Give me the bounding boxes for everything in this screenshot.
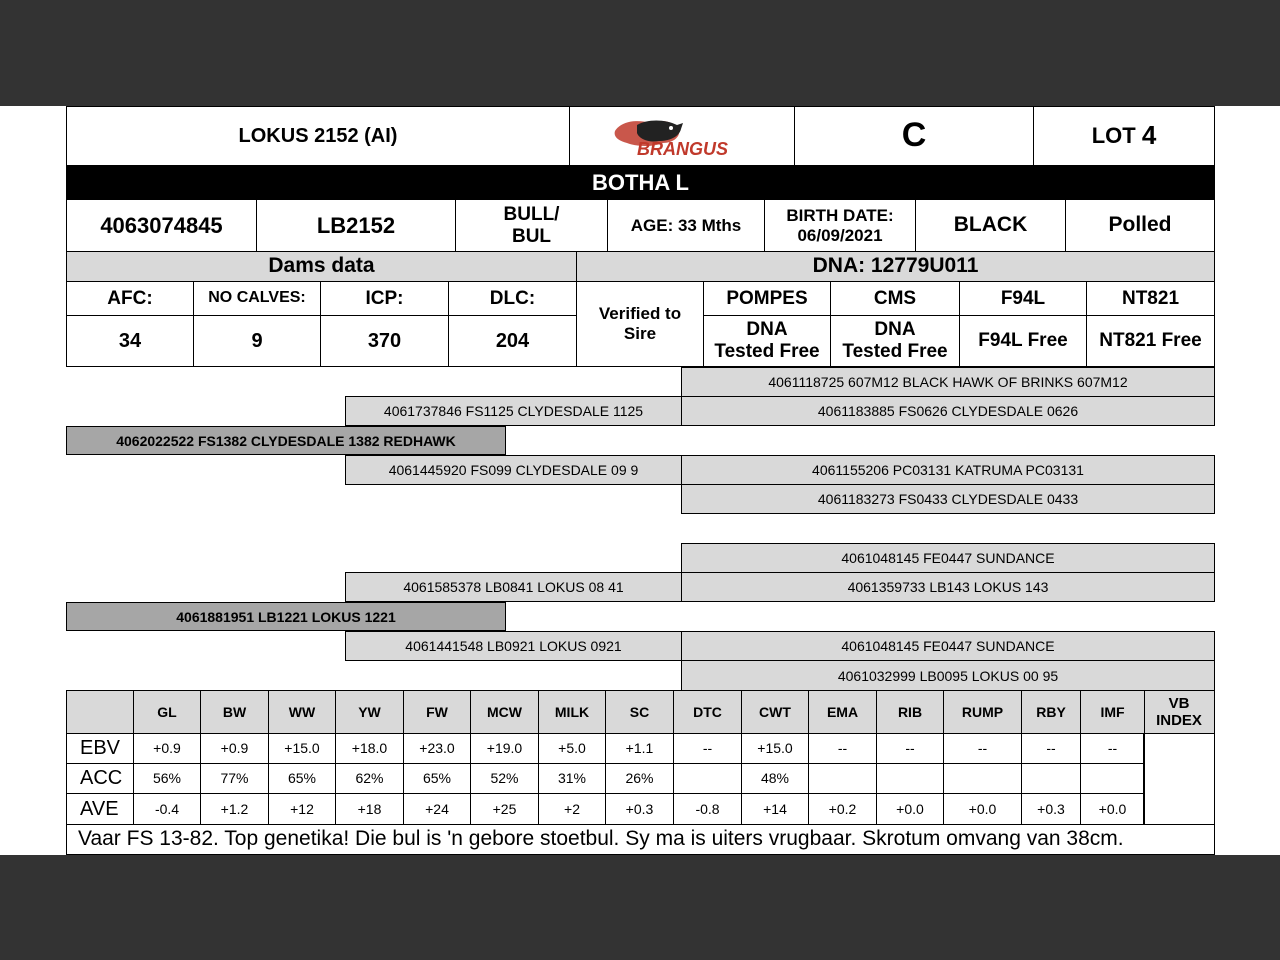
comment-row xyxy=(66,824,1215,855)
pedigree-text: 4061445920 FS099 CLYDESDALE 09 9 xyxy=(388,462,639,478)
ebv-value-text: 31% xyxy=(557,770,587,787)
pedigree-dam-sire-sire xyxy=(681,543,1215,573)
ebv-value-cell xyxy=(741,793,809,825)
breeder-bar xyxy=(66,166,1215,199)
sex-line2: BUL xyxy=(511,225,552,247)
ebv-col-header-text: DTC xyxy=(693,703,722,720)
ebv-value-text: 52% xyxy=(490,770,519,787)
cms-result-line2: Tested Free xyxy=(842,341,948,362)
dams-data-title xyxy=(66,251,577,282)
ebv-value-cell xyxy=(808,733,877,764)
pedigree-sire-dam-sire xyxy=(681,455,1215,485)
ebv-value-text: +0.9 xyxy=(220,740,249,757)
ebv-value-cell xyxy=(470,733,539,764)
f94l-header xyxy=(959,281,1087,316)
ebv-col-header-cwt xyxy=(741,690,809,734)
icp-header-text: ICP: xyxy=(365,287,404,309)
ebv-col-header-text: RIB xyxy=(897,703,923,720)
ebv-value-cell xyxy=(1021,733,1081,764)
cms-header xyxy=(830,281,960,316)
ebv-value-cell xyxy=(808,793,877,825)
acc-label-text: ACC xyxy=(80,767,123,789)
dlc-header-text: DLC: xyxy=(489,287,536,309)
ebv-col-header-text: CWT xyxy=(759,703,791,720)
ebv-col-header-mcw xyxy=(470,690,539,734)
pompes-header xyxy=(703,281,831,316)
comment-text: Vaar FS 13-82. Top genetika! Die bul is 'n gebore stoetbul. Sy ma is uiters vrugbaar. Skrotum omvang van 38cm. xyxy=(78,827,1124,851)
afc-value xyxy=(66,315,194,367)
ebv-col-header-milk xyxy=(538,690,606,734)
ebv-value-cell xyxy=(741,763,809,794)
pedigree-sire-dam-dam xyxy=(681,484,1215,514)
ebv-value-cell xyxy=(268,793,336,825)
ebv-value-text: +14 xyxy=(763,800,787,817)
ebv-col-header-text: RBY xyxy=(1036,703,1066,720)
ebv-value-cell xyxy=(200,763,269,794)
pedigree-text: 4062022522 FS1382 CLYDESDALE 1382 REDHAWK xyxy=(116,432,456,449)
sex-line1: BULL/ xyxy=(503,203,560,225)
ebv-value-cell xyxy=(268,733,336,764)
ebv-value-text: -- xyxy=(977,740,988,757)
ebv-value-cell xyxy=(1080,793,1145,825)
ebv-value-text: -- xyxy=(702,740,713,757)
ebv-value-text: +0.3 xyxy=(625,800,654,817)
brangus-logo xyxy=(569,106,795,166)
logo-text: BRANGUS xyxy=(637,139,729,159)
ebv-value-text: +23.0 xyxy=(419,740,455,757)
pedigree-sire-sire-sire xyxy=(681,367,1215,397)
pedigree-dam-sire xyxy=(345,572,682,602)
pedigree-text: 4061048145 FE0447 SUNDANCE xyxy=(841,638,1055,654)
ebv-value-cell xyxy=(876,763,944,794)
lot-number xyxy=(1033,106,1215,166)
f94l-header-text: F94L xyxy=(1000,287,1046,309)
pedigree-text: 4061155206 PC03131 KATRUMA PC03131 xyxy=(812,462,1084,478)
ebv-value-text: +0.2 xyxy=(828,800,857,817)
ebv-col-header-fw xyxy=(403,690,471,734)
ebv-col-header-bw xyxy=(200,690,269,734)
ebv-col-header-text: BW xyxy=(222,703,247,720)
ebv-value-cell xyxy=(673,793,742,825)
pedigree-text: 4061118725 607M12 BLACK HAWK OF BRINKS 607M12 xyxy=(768,374,1128,390)
f94l-result-text: F94L Free xyxy=(978,330,1068,352)
lot-prefix: LOT xyxy=(1091,123,1136,149)
ebv-value-cell xyxy=(943,763,1022,794)
animal-name-text: LOKUS 2152 (AI) xyxy=(238,124,398,147)
ebv-value-cell xyxy=(605,793,674,825)
id-number-text: 4063074845 xyxy=(100,212,223,238)
ebv-value-cell xyxy=(470,763,539,794)
horn-status-cell xyxy=(1065,199,1215,252)
pedigree-sire-sire-dam xyxy=(681,396,1215,426)
ebv-value-cell xyxy=(1021,763,1081,794)
ebv-col-header-text: EMA xyxy=(826,703,859,720)
ave-label-text: AVE xyxy=(80,797,119,820)
bull-logo-icon xyxy=(607,113,757,159)
verified-sire-cell xyxy=(576,281,704,367)
pedigree-text: 4061441548 LB0921 LOKUS 0921 xyxy=(405,638,622,654)
ebv-value-text: +12 xyxy=(290,800,314,817)
nt821-header xyxy=(1086,281,1215,316)
ebv-table xyxy=(66,690,1215,825)
ebv-value-cell xyxy=(200,793,269,825)
ebv-value-cell xyxy=(403,763,471,794)
ebv-col-header-gl xyxy=(133,690,201,734)
ebv-value-cell xyxy=(538,793,606,825)
age-text: AGE: 33 Mths xyxy=(630,215,742,235)
ebv-col-header-text: MILK xyxy=(554,703,590,720)
ebv-value-cell xyxy=(605,733,674,764)
ebv-value-cell xyxy=(673,733,742,764)
ebv-col-header-text: RUMP xyxy=(961,703,1004,720)
ebv-value-text: 65% xyxy=(287,770,317,787)
ebv-value-cell xyxy=(268,763,336,794)
pedigree-text: 4061359733 LB143 LOKUS 143 xyxy=(847,579,1049,595)
verified-line1: Verified to xyxy=(598,304,682,324)
id-number xyxy=(66,199,257,252)
ebv-value-cell xyxy=(403,733,471,764)
afc-value-text: 34 xyxy=(118,329,142,352)
ebv-value-text: -- xyxy=(837,740,848,757)
cms-result xyxy=(830,315,960,367)
ebv-value-text: -- xyxy=(905,740,915,757)
ave-row-label xyxy=(66,793,134,825)
f94l-result xyxy=(959,315,1087,367)
ebv-value-text: +0.3 xyxy=(1037,800,1065,817)
icp-value-text: 370 xyxy=(367,329,402,352)
cms-header-text: CMS xyxy=(873,287,917,309)
ebv-value-cell xyxy=(876,793,944,825)
ebv-col-header-text: WW xyxy=(288,703,316,720)
pedigree-dam-dam-sire xyxy=(681,631,1215,661)
pedigree-text: 4061881951 LB1221 LOKUS 1221 xyxy=(176,608,396,625)
ebv-value-text: +18.0 xyxy=(351,740,388,757)
tag-number xyxy=(256,199,456,252)
ebv-col-header-rib xyxy=(876,690,944,734)
pompes-result xyxy=(703,315,831,367)
nt821-header-text: NT821 xyxy=(1121,287,1180,309)
ebv-value-cell xyxy=(538,733,606,764)
ebv-col-header-imf xyxy=(1080,690,1145,734)
pedigree-text: 4061183885 FS0626 CLYDESDALE 0626 xyxy=(817,403,1079,419)
nt821-result xyxy=(1086,315,1215,367)
pedigree-dam-dam xyxy=(345,631,682,661)
lot-value: 4 xyxy=(1141,120,1157,151)
ebv-col-header-text: FW xyxy=(426,703,448,720)
dna-title xyxy=(576,251,1215,282)
ebv-value-text: +24 xyxy=(425,800,449,817)
ebv-col-header-text: MCW xyxy=(487,703,522,720)
ebv-col-header-text: GL xyxy=(157,703,177,720)
ebv-value-cell xyxy=(741,733,809,764)
ebv-value-text: +1.1 xyxy=(625,740,654,757)
sex-cell xyxy=(455,199,608,252)
cms-result-line1: DNA xyxy=(874,319,916,341)
ebv-row-label xyxy=(66,733,134,764)
ebv-value-text: +0.0 xyxy=(1098,800,1127,817)
ebv-value-text: 65% xyxy=(422,770,452,787)
ebv-value-text: 62% xyxy=(355,770,384,787)
calves-header xyxy=(193,281,321,316)
ebv-value-text: +19.0 xyxy=(486,740,523,757)
ebv-value-text: 48% xyxy=(760,770,790,787)
colour-text: BLACK xyxy=(953,213,1028,237)
ebv-value-text: 77% xyxy=(220,770,249,787)
ebv-value-cell xyxy=(673,763,742,794)
birth-date-label: BIRTH DATE: xyxy=(786,205,894,225)
age-cell xyxy=(607,199,765,252)
ebv-col-header-text: IMF xyxy=(1100,703,1125,720)
ebv-col-header-rump xyxy=(943,690,1022,734)
ebv-value-cell xyxy=(133,733,201,764)
pedigree-text: 4061032999 LB0095 LOKUS 00 95 xyxy=(837,667,1059,684)
breeder-name: BOTHA L xyxy=(592,169,689,195)
nt821-result-text: NT821 Free xyxy=(1099,330,1202,352)
dna-title-text: DNA: 12779U011 xyxy=(812,254,979,278)
pedigree-text: 4061183273 FS0433 CLYDESDALE 0433 xyxy=(817,491,1079,507)
ebv-value-cell xyxy=(200,733,269,764)
acc-row-label xyxy=(66,763,134,794)
ebv-value-text: +2 xyxy=(564,800,580,817)
dlc-value xyxy=(448,315,577,367)
tag-number-text: LB2152 xyxy=(316,212,396,238)
ebv-value-cell xyxy=(943,793,1022,825)
ebv-value-cell xyxy=(808,763,877,794)
ebv-value-cell xyxy=(1021,793,1081,825)
ebv-value-cell xyxy=(133,763,201,794)
dams-title-text: Dams data xyxy=(268,254,375,278)
vb-index-header xyxy=(1143,690,1215,734)
ebv-value-cell xyxy=(538,763,606,794)
ebv-value-cell xyxy=(403,793,471,825)
ebv-value-text: -- xyxy=(1107,740,1118,757)
ebv-value-cell xyxy=(605,763,674,794)
pedigree-text: 4061585378 LB0841 LOKUS 08 41 xyxy=(403,579,624,595)
colour-cell xyxy=(915,199,1066,252)
pompes-result-line1: DNA xyxy=(746,319,788,341)
dlc-value-text: 204 xyxy=(495,329,530,352)
icp-header xyxy=(320,281,449,316)
ebv-value-text: +15.0 xyxy=(757,740,793,757)
vb-index-value xyxy=(1143,733,1215,825)
ebv-col-header-yw xyxy=(335,690,404,734)
ebv-col-header-text: SC xyxy=(629,703,650,720)
ebv-col-header-dtc xyxy=(673,690,742,734)
afc-header xyxy=(66,281,194,316)
grade-badge xyxy=(794,106,1034,166)
ebv-value-text: +18 xyxy=(357,800,382,817)
pedigree-dam-sire-dam xyxy=(681,572,1215,602)
ebv-value-cell xyxy=(1080,763,1145,794)
calves-value-text: 9 xyxy=(251,329,263,352)
ebv-value-text: +0.0 xyxy=(968,800,997,817)
animal-name xyxy=(66,106,570,166)
ebv-value-text: +5.0 xyxy=(558,740,586,757)
ebv-value-text: -0.8 xyxy=(695,800,720,817)
ebv-label-text: EBV xyxy=(80,737,121,759)
ebv-col-header-sc xyxy=(605,690,674,734)
calves-header-text: NO CALVES: xyxy=(208,289,306,307)
ebv-value-text: 26% xyxy=(625,770,654,787)
pedigree-dam xyxy=(66,602,506,631)
ebv-value-cell xyxy=(335,763,404,794)
verified-line2: Sire xyxy=(623,324,657,343)
ebv-value-text: -0.4 xyxy=(154,800,180,817)
calves-value xyxy=(193,315,321,367)
pedigree-sire-sire xyxy=(345,396,682,426)
ebv-value-cell xyxy=(335,733,404,764)
icp-value xyxy=(320,315,449,367)
ebv-col-header-text: YW xyxy=(358,703,381,720)
afc-header-text: AFC: xyxy=(107,287,153,309)
ebv-col-header-ww xyxy=(268,690,336,734)
ebv-value-cell xyxy=(335,793,404,825)
ebv-value-text: +15.0 xyxy=(284,740,320,757)
pedigree-dam-dam-dam xyxy=(681,660,1215,691)
vb-index-line1: VB xyxy=(1168,694,1190,712)
ebv-value-cell xyxy=(1080,733,1145,764)
horn-status-text: Polled xyxy=(1108,213,1172,237)
pedigree-sire-dam xyxy=(345,455,682,485)
ebv-value-cell xyxy=(876,733,944,764)
birth-date-cell xyxy=(764,199,916,252)
birth-date-value: 06/09/2021 xyxy=(797,225,883,245)
ebv-corner xyxy=(66,690,134,734)
pompes-result-line2: Tested Free xyxy=(714,341,820,362)
ebv-value-text: -- xyxy=(1046,740,1056,757)
ebv-value-text: +1.2 xyxy=(220,800,249,817)
ebv-value-cell xyxy=(470,793,539,825)
ebv-value-text: +0.0 xyxy=(896,800,924,817)
ebv-value-text: +25 xyxy=(492,800,517,817)
pompes-header-text: POMPES xyxy=(726,287,808,309)
pedigree-text: 4061737846 FS1125 CLYDESDALE 1125 xyxy=(383,403,644,419)
ebv-value-text: 56% xyxy=(152,770,182,787)
ebv-col-header-rby xyxy=(1021,690,1081,734)
dlc-header xyxy=(448,281,577,316)
sale-catalogue-card xyxy=(0,106,1280,855)
pedigree-text: 4061048145 FE0447 SUNDANCE xyxy=(841,550,1055,566)
pedigree-sire xyxy=(66,426,506,455)
ebv-value-cell xyxy=(943,733,1022,764)
ebv-value-text: +0.9 xyxy=(153,740,181,757)
ebv-col-header-ema xyxy=(808,690,877,734)
vb-index-line2: INDEX xyxy=(1156,712,1202,729)
ebv-value-cell xyxy=(133,793,201,825)
grade-text: C xyxy=(901,116,927,155)
